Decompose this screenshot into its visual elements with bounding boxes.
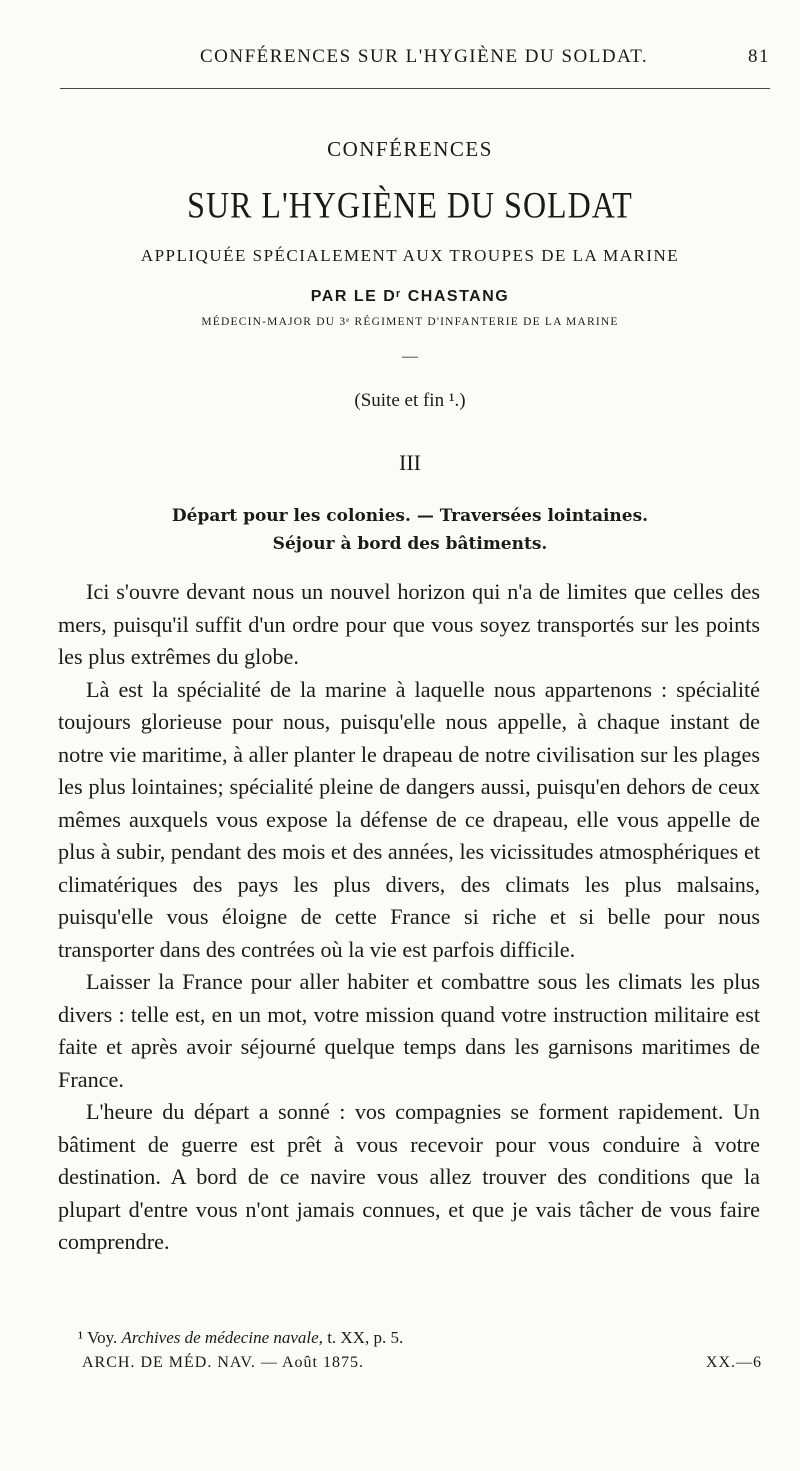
footnote-ref: t. XX, p. 5. bbox=[327, 1328, 404, 1347]
section-number: III bbox=[399, 450, 421, 475]
footer-left: ARCH. DE MÉD. NAV. — Août 1875. bbox=[82, 1354, 364, 1371]
author: PAR LE Dʳ CHASTANG bbox=[310, 288, 510, 305]
footnote-marker: ¹ bbox=[78, 1328, 84, 1347]
page-footer bbox=[82, 1354, 762, 1372]
header-rule bbox=[60, 88, 770, 89]
footer-right: XX.—6 bbox=[705, 1354, 762, 1371]
separator-dash: — bbox=[402, 348, 418, 365]
paragraph: Ici s'ouvre devant nous un nouvel horizon qui n'a de limites que celles des mers, puisqu'il suffit d'un ordre pour que vous soyez transportés sur les points les plus extrêmes du globe. bbox=[58, 579, 760, 669]
main-title: SUR L'HYGIÈNE DU SOLDAT bbox=[187, 184, 633, 226]
paragraph: Laisser la France pour aller habiter et combattre sous les climats les plus divers : telle est, en un mot, votre mission quand votre instruction militaire est faite et après avoir séjourné quelque temps dans les garnisons maritimes de France. bbox=[58, 969, 760, 1092]
running-title: CONFÉRENCES SUR L'HYGIÈNE DU SOLDAT. bbox=[200, 46, 649, 67]
footnote-source: Archives de médecine navale, bbox=[121, 1328, 323, 1347]
title-line-1: CONFÉRENCES bbox=[327, 137, 493, 161]
continuation-note: (Suite et fin ¹.) bbox=[354, 390, 466, 411]
page-number: 81 bbox=[748, 46, 770, 67]
section-heading-line-1: Départ pour les colonies. — Traversées lointaines. bbox=[171, 506, 649, 526]
paragraph: L'heure du départ a sonné : vos compagnies se forment rapidement. Un bâtiment de guerre est prêt à vous recevoir pour vous conduire à votre destination. A bord de ce navire vous allez trouver des conditions que la plupart d'entre vous n'ont jamais connues, et que je vais tâcher de vous faire comprendre. bbox=[58, 1099, 760, 1254]
section-heading-line-2: Séjour à bord des bâtiments. bbox=[272, 534, 548, 554]
paragraph: Là est la spécialité de la marine à laquelle nous appartenons : spécialité toujours glorieuse pour nous, puisqu'elle nous appelle, à chaque instant de notre vie maritime, à aller planter le drapeau de notre civilisation sur les plages les plus lointaines; spécialité pleine de dangers aussi, puisqu'en dehors de ceux mêmes auxquels vous expose la défense de ce drapeau, elle vous appelle de plus à subir, pendant des mois et des années, les vicissitudes atmosphériques et climatériques des pays les plus divers, des climats les plus malsains, puisqu'elle vous éloigne de cette France si riche et si belle pour nous transporter dans des contrées où la vie est parfois difficile. bbox=[58, 676, 760, 962]
subtitle: APPLIQUÉE SPÉCIALEMENT AUX TROUPES DE LA MARINE bbox=[140, 246, 680, 265]
footnote-prefix: Voy. bbox=[87, 1328, 118, 1347]
author-role: MÉDECIN-MAJOR DU 3ᵉ RÉGIMENT D'INFANTERIE DE LA MARINE bbox=[201, 316, 619, 328]
footnote bbox=[78, 1328, 403, 1348]
body-text bbox=[58, 576, 760, 1259]
